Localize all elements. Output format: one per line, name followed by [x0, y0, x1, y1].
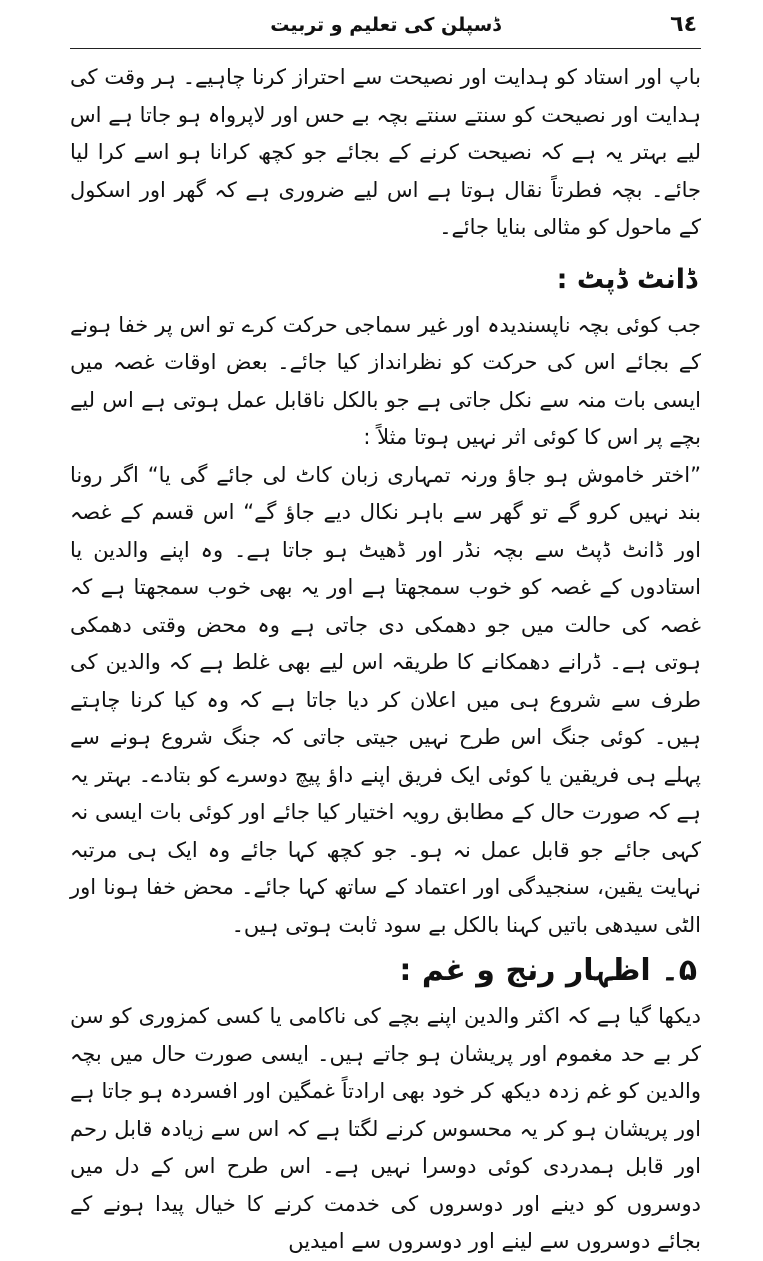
running-title: ڈسپلن کی تعلیم و تربیت [270, 14, 501, 36]
page-header [70, 0, 701, 49]
section-heading-scolding: ڈانٹ ڈپٹ : [556, 263, 697, 295]
paragraph-1: باپ اور استاد کو ہدایت اور نصیحت سے احتراز کرنا چاہیے۔ ہر وقت کی ہدایت اور نصیحت کو سنتے سنتے بچہ بے حس اور لاپرواہ ہو جاتا ہے اس لیے بہتر یہ ہے کہ نصیحت کرنے کے بجائے جو کچھ کرانا ہو اسے کرا لیا جائے۔ بچہ فطرتاً نقال ہوتا ہے اس لیے ضروری ہے کہ گھر اور اسکول کے ماحول کو مثالی بنایا جائے۔ [70, 65, 701, 239]
paragraph-2: جب کوئی بچہ ناپسندیدہ اور غیر سماجی حرکت کرے تو اس پر خفا ہونے کے بجائے اس کی حرکت کو نظرانداز کیا جائے۔ بعض اوقات غصہ میں ایسی بات منہ سے نکل جاتی ہے جو بالکل ناقابل عمل ہوتی ہے اس لیے بچے پر اس کا کوئی اثر نہیں ہوتا مثلاً : [70, 312, 701, 449]
paragraph-3: ”اختر خاموش ہو جاؤ ورنہ تمہاری زبان کاٹ لی جائے گی یا“ اگر رونا بند نہیں کرو گے تو گھر سے باہر نکال دیے جاؤ گے“ اس قسم کے غصہ اور ڈانٹ ڈپٹ سے بچہ نڈر اور ڈھیٹ ہو جاتا ہے۔ وہ اپنے والدین یا استادوں کے غصہ کو خوب سمجھتا ہے اور یہ بھی خوب سمجھتا ہے کہ غصہ کی حالت میں جو دھمکی دی جاتی ہے وہ محض وقتی دھمکی ہوتی ہے۔ ڈرانے دھمکانے کا طریقہ اس لیے بھی غلط ہے کہ والدین کی طرف سے شروع ہی میں اعلان کر دیا جاتا ہے کہ وہ کیا کرنا چاہتے ہیں۔ کوئی جنگ اس طرح نہیں جیتی جاتی کہ جنگ شروع ہونے سے پہلے ہی فریقین یا کوئی ایک فریق اپنے داؤ پیچ دوسرے کو بتادے۔ بہتر یہ ہے کہ صورت حال کے مطابق رویہ اختیار کیا جائے اور کوئی بات ایسی نہ کہی جائے جو قابل عمل نہ ہو۔ جو کچھ کہا جائے وہ ایک ہی مرتبہ نہایت یقین، سنجیدگی اور اعتماد کے ساتھ کہا جائے۔ محض خفا ہونا اور الٹی سیدھی باتیں کہنا بالکل بے سود ثابت ہوتی ہیں۔ [70, 462, 701, 937]
page-number: ٦٤ [670, 12, 697, 37]
section-heading-grief: ۵۔ اظہار رنج و غم : [399, 953, 697, 988]
paragraph-4: دیکھا گیا ہے کہ اکثر والدین اپنے بچے کی ناکامی یا کسی کمزوری کو سن کر بے حد مغموم اور پریشان ہو جاتے ہیں۔ ایسی صورت حال میں بچہ والدین کو غم زدہ دیکھ کر خود بھی ارادتاً غمگین اور افسردہ ہو جاتا ہے اور پریشان ہو کر یہ محسوس کرنے لگتا ہے کہ اس سے زیادہ قابل رحم اور قابل ہمدردی کوئی دوسرا نہیں ہے۔ اس طرح اس کے دل میں دوسروں کو دینے اور دوسروں کی خدمت کرنے کا خیال پیدا ہونے کے بجائے دوسروں سے لینے اور دوسروں سے امیدیں [70, 1004, 701, 1253]
